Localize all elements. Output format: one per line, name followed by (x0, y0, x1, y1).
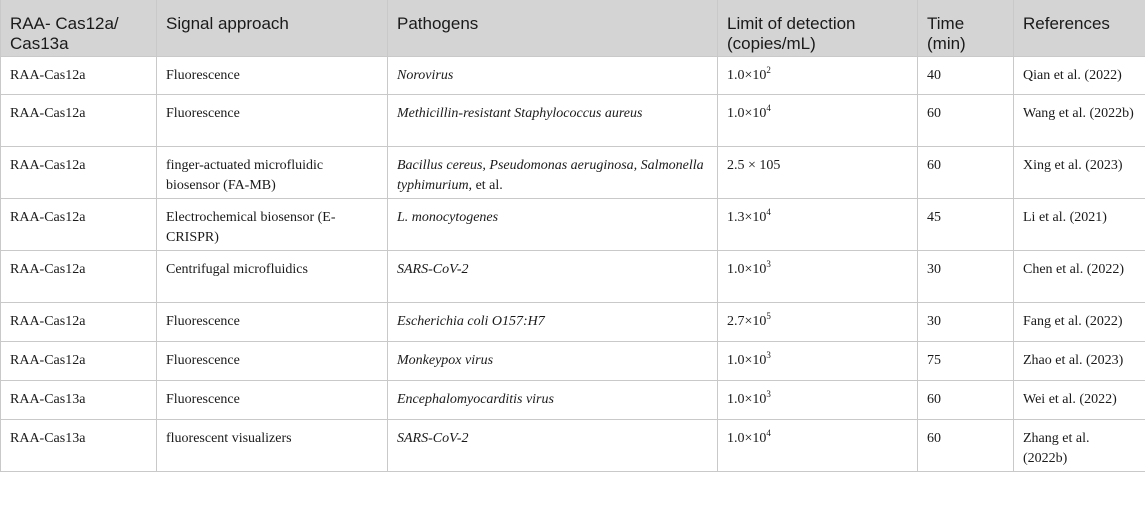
cell-pathogens: Monkeypox virus (388, 341, 718, 380)
lod-base: 1.0×10 (727, 430, 767, 446)
header-time: Time (min) (918, 0, 1014, 56)
table-row (1, 94, 1145, 146)
table-row (1, 250, 1145, 302)
cell-reference: Wei et al. (2022) (1014, 380, 1145, 419)
cell-method: RAA-Cas12a (1, 94, 157, 146)
header-row (1, 0, 1145, 56)
cell-time: 75 (918, 341, 1014, 380)
cell-pathogens: Escherichia coli O157:H7 (388, 302, 718, 341)
header-references: References (1014, 0, 1145, 56)
cell-lod (718, 56, 918, 94)
cell-reference: Qian et al. (2022) (1014, 56, 1145, 94)
cell-time: 60 (918, 94, 1014, 146)
cell-reference: Chen et al. (2022) (1014, 250, 1145, 302)
cell-method: RAA-Cas12a (1, 341, 157, 380)
lod-base: 2.7×10 (727, 313, 767, 329)
cell-method: RAA-Cas12a (1, 198, 157, 250)
cell-time: 30 (918, 250, 1014, 302)
cell-lod (718, 146, 918, 198)
cell-method: RAA-Cas13a (1, 419, 157, 471)
lod-exponent: 4 (766, 427, 771, 438)
cell-reference: Zhang et al. (2022b) (1014, 419, 1145, 471)
cell-lod (718, 302, 918, 341)
cell-lod (718, 341, 918, 380)
cell-signal: Fluorescence (157, 302, 388, 341)
table-row (1, 419, 1145, 471)
cell-pathogens: SARS-CoV-2 (388, 250, 718, 302)
lod-exponent: 2 (766, 64, 771, 75)
cell-signal: Fluorescence (157, 380, 388, 419)
lod-base: 1.0×10 (727, 391, 767, 407)
cell-time: 60 (918, 380, 1014, 419)
lod-base: 1.0×10 (727, 352, 767, 368)
lod-base: 2.5 × 105 (727, 157, 781, 173)
lod-base: 1.0×10 (727, 67, 767, 83)
cell-method: RAA-Cas12a (1, 146, 157, 198)
lod-exponent: 3 (766, 349, 771, 360)
lod-exponent: 4 (766, 102, 771, 113)
cell-lod (718, 198, 918, 250)
cell-signal: Centrifugal microfluidics (157, 250, 388, 302)
cell-pathogens (388, 146, 718, 198)
table-row (1, 198, 1145, 250)
table-row (1, 56, 1145, 94)
cell-method: RAA-Cas12a (1, 302, 157, 341)
lod-base: 1.0×10 (727, 261, 767, 277)
cell-method: RAA-Cas13a (1, 380, 157, 419)
header-limit-of-detection: Limit of detection (copies/mL) (718, 0, 918, 56)
cell-time: 60 (918, 419, 1014, 471)
cell-method: RAA-Cas12a (1, 250, 157, 302)
lod-exponent: 4 (766, 206, 771, 217)
cell-signal: Fluorescence (157, 56, 388, 94)
cell-reference: Li et al. (2021) (1014, 198, 1145, 250)
cell-pathogens: SARS-CoV-2 (388, 419, 718, 471)
cell-pathogens: L. monocytogenes (388, 198, 718, 250)
cell-lod (718, 250, 918, 302)
cell-time: 45 (918, 198, 1014, 250)
table-row (1, 341, 1145, 380)
cell-signal: Electrochemical biosensor (E-CRISPR) (157, 198, 388, 250)
header-signal-approach: Signal approach (157, 0, 388, 56)
cell-signal: fluorescent visualizers (157, 419, 388, 471)
cell-pathogens: Methicillin-resistant Staphylococcus aureus (388, 94, 718, 146)
header-method: RAA- Cas12a/ Cas13a (1, 0, 157, 56)
cell-signal: finger-actuated microfluidic biosensor (FA-MB) (157, 146, 388, 198)
lod-exponent: 3 (766, 388, 771, 399)
lod-base: 1.0×10 (727, 105, 767, 121)
cell-method: RAA-Cas12a (1, 56, 157, 94)
lod-exponent: 3 (766, 258, 771, 269)
table-row (1, 380, 1145, 419)
cell-reference: Xing et al. (2023) (1014, 146, 1145, 198)
pathogens-suffix: et al. (472, 177, 503, 193)
header-pathogens: Pathogens (388, 0, 718, 56)
cell-time: 60 (918, 146, 1014, 198)
cell-reference: Wang et al. (2022b) (1014, 94, 1145, 146)
lod-base: 1.3×10 (727, 209, 767, 225)
table-row (1, 146, 1145, 198)
cell-time: 30 (918, 302, 1014, 341)
cell-pathogens: Encephalomyocarditis virus (388, 380, 718, 419)
cell-reference: Zhao et al. (2023) (1014, 341, 1145, 380)
cell-pathogens: Norovirus (388, 56, 718, 94)
cell-lod (718, 380, 918, 419)
cell-reference: Fang et al. (2022) (1014, 302, 1145, 341)
cell-lod (718, 94, 918, 146)
cell-time: 40 (918, 56, 1014, 94)
cell-lod (718, 419, 918, 471)
table-row (1, 302, 1145, 341)
pathogens-list: Bacillus cereus, Pseudomonas aeruginosa, Salmonella typhimurium, (397, 157, 704, 193)
cell-signal: Fluorescence (157, 94, 388, 146)
lod-exponent: 5 (766, 310, 771, 321)
cell-signal: Fluorescence (157, 341, 388, 380)
